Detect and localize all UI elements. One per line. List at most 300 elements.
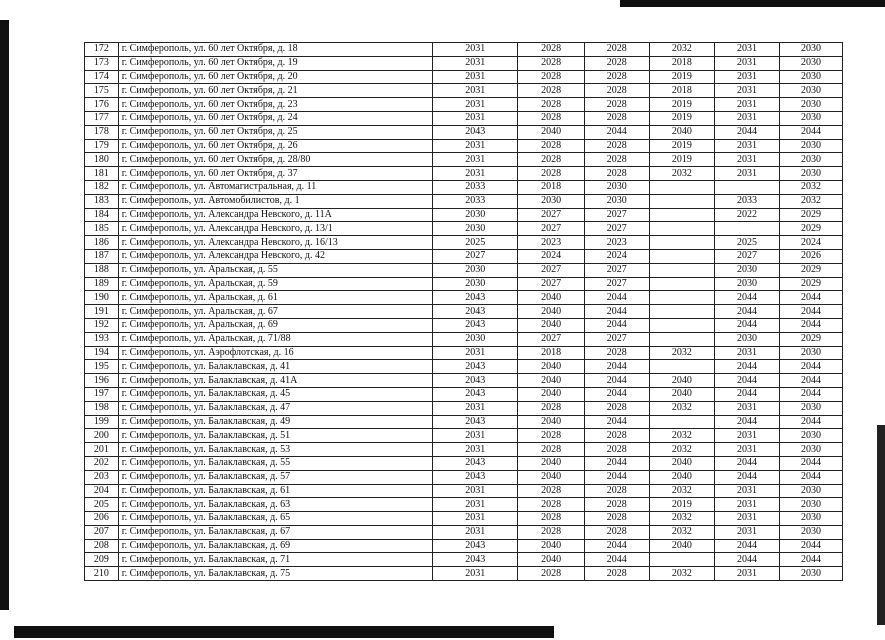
row-number-cell: 180 [85,153,119,167]
table-row [85,539,843,553]
year-col-1-cell: 2043 [433,456,518,470]
address-cell: г. Симферополь, ул. Балаклавская, д. 49 [118,415,432,429]
year-col-6-cell: 2030 [780,84,843,98]
year-col-5-cell: 2031 [714,525,779,539]
year-col-6-cell: 2030 [780,443,843,457]
year-col-3-cell: 2028 [584,167,649,181]
address-cell: г. Симферополь, ул. Александра Невского, д. 11А [118,208,432,222]
year-col-1-cell: 2033 [433,180,518,194]
row-number-cell: 204 [85,484,119,498]
row-number-cell: 189 [85,277,119,291]
year-col-3-cell: 2023 [584,236,649,250]
address-cell: г. Симферополь, ул. 60 лет Октября, д. 19 [118,56,432,70]
year-col-6-cell: 2026 [780,249,843,263]
year-col-2-cell: 2040 [518,387,584,401]
table-row [85,236,843,250]
row-number-cell: 185 [85,222,119,236]
row-number-cell: 197 [85,387,119,401]
year-col-2-cell: 2030 [518,194,584,208]
year-col-1-cell: 2031 [433,401,518,415]
year-col-1-cell: 2043 [433,387,518,401]
year-col-2-cell: 2028 [518,167,584,181]
table-row [85,277,843,291]
address-cell: г. Симферополь, ул. Автомобилистов, д. 1 [118,194,432,208]
year-col-1-cell: 2031 [433,153,518,167]
year-col-1-cell: 2030 [433,277,518,291]
year-col-6-cell: 2044 [780,387,843,401]
year-col-4-cell: 2032 [649,525,714,539]
year-col-5-cell [714,222,779,236]
year-col-2-cell: 2028 [518,43,584,57]
row-number-cell: 203 [85,470,119,484]
year-col-6-cell: 2032 [780,194,843,208]
year-col-1-cell: 2025 [433,236,518,250]
year-col-1-cell: 2031 [433,43,518,57]
row-number-cell: 175 [85,84,119,98]
year-col-3-cell: 2027 [584,332,649,346]
row-number-cell: 188 [85,263,119,277]
address-cell: г. Симферополь, ул. Аэрофлотская, д. 16 [118,346,432,360]
address-cell: г. Симферополь, ул. Балаклавская, д. 41 [118,360,432,374]
address-cell: г. Симферополь, ул. Балаклавская, д. 41А [118,374,432,388]
row-number-cell: 172 [85,43,119,57]
year-col-5-cell: 2031 [714,70,779,84]
year-col-2-cell: 2028 [518,429,584,443]
row-number-cell: 196 [85,374,119,388]
year-col-4-cell: 2040 [649,470,714,484]
year-col-5-cell: 2027 [714,249,779,263]
year-col-5-cell: 2044 [714,318,779,332]
row-number-cell: 174 [85,70,119,84]
year-col-4-cell [649,332,714,346]
table-row [85,167,843,181]
year-col-4-cell [649,305,714,319]
year-col-1-cell: 2033 [433,194,518,208]
table-body [85,43,843,581]
year-col-2-cell: 2028 [518,484,584,498]
year-col-3-cell: 2044 [584,305,649,319]
year-col-6-cell: 2044 [780,415,843,429]
row-number-cell: 192 [85,318,119,332]
year-col-2-cell: 2028 [518,70,584,84]
table-row [85,429,843,443]
year-col-5-cell: 2031 [714,56,779,70]
year-col-6-cell: 2030 [780,567,843,581]
row-number-cell: 205 [85,498,119,512]
address-cell: г. Симферополь, ул. Аральская, д. 67 [118,305,432,319]
year-col-4-cell: 2032 [649,43,714,57]
year-col-5-cell: 2031 [714,498,779,512]
year-col-4-cell: 2019 [649,139,714,153]
year-col-1-cell: 2031 [433,346,518,360]
year-col-3-cell: 2028 [584,111,649,125]
year-col-4-cell [649,360,714,374]
table-row [85,512,843,526]
row-number-cell: 206 [85,512,119,526]
table-row [85,305,843,319]
year-col-1-cell: 2043 [433,470,518,484]
year-col-2-cell: 2028 [518,401,584,415]
year-col-3-cell: 2030 [584,180,649,194]
year-col-1-cell: 2031 [433,98,518,112]
year-col-6-cell: 2029 [780,263,843,277]
table-row [85,374,843,388]
year-col-1-cell: 2031 [433,139,518,153]
address-cell: г. Симферополь, ул. Балаклавская, д. 65 [118,512,432,526]
address-cell: г. Симферополь, ул. Автомагистральная, д. 11 [118,180,432,194]
year-col-1-cell: 2031 [433,484,518,498]
year-col-4-cell: 2032 [649,401,714,415]
year-col-4-cell: 2040 [649,374,714,388]
year-col-2-cell: 2040 [518,360,584,374]
row-number-cell: 201 [85,443,119,457]
year-col-6-cell: 2030 [780,153,843,167]
year-col-2-cell: 2040 [518,415,584,429]
address-cell: г. Симферополь, ул. 60 лет Октября, д. 23 [118,98,432,112]
year-col-5-cell: 2022 [714,208,779,222]
year-col-5-cell: 2044 [714,553,779,567]
address-cell: г. Симферополь, ул. Балаклавская, д. 63 [118,498,432,512]
year-col-2-cell: 2018 [518,180,584,194]
year-col-2-cell: 2040 [518,539,584,553]
year-col-3-cell: 2028 [584,98,649,112]
row-number-cell: 178 [85,125,119,139]
address-cell: г. Симферополь, ул. 60 лет Октября, д. 28/80 [118,153,432,167]
table-row [85,360,843,374]
year-col-6-cell: 2030 [780,429,843,443]
year-col-1-cell: 2030 [433,222,518,236]
scan-edge-right [877,425,885,625]
year-col-2-cell: 2028 [518,56,584,70]
year-col-5-cell: 2033 [714,194,779,208]
year-col-1-cell: 2031 [433,512,518,526]
year-col-3-cell: 2044 [584,539,649,553]
year-col-4-cell: 2040 [649,125,714,139]
year-col-4-cell: 2032 [649,443,714,457]
table-row [85,263,843,277]
year-col-1-cell: 2043 [433,360,518,374]
year-col-3-cell: 2044 [584,415,649,429]
year-col-1-cell: 2031 [433,70,518,84]
year-col-2-cell: 2040 [518,318,584,332]
year-col-3-cell: 2044 [584,387,649,401]
year-col-6-cell: 2030 [780,70,843,84]
address-cell: г. Симферополь, ул. Балаклавская, д. 57 [118,470,432,484]
row-number-cell: 177 [85,111,119,125]
year-col-6-cell: 2044 [780,456,843,470]
year-col-3-cell: 2044 [584,374,649,388]
table-row [85,498,843,512]
address-cell: г. Симферополь, ул. Балаклавская, д. 55 [118,456,432,470]
address-cell: г. Симферополь, ул. 60 лет Октября, д. 20 [118,70,432,84]
year-col-3-cell: 2028 [584,512,649,526]
row-number-cell: 208 [85,539,119,553]
year-col-1-cell: 2027 [433,249,518,263]
year-col-1-cell: 2043 [433,291,518,305]
year-col-5-cell: 2031 [714,167,779,181]
year-col-4-cell [649,222,714,236]
table-row [85,401,843,415]
year-col-5-cell: 2031 [714,443,779,457]
year-col-5-cell: 2031 [714,567,779,581]
year-col-3-cell: 2028 [584,401,649,415]
year-col-4-cell [649,263,714,277]
year-col-2-cell: 2027 [518,263,584,277]
repair-schedule-table [84,42,843,581]
year-col-5-cell: 2031 [714,43,779,57]
year-col-2-cell: 2023 [518,236,584,250]
year-col-5-cell: 2030 [714,332,779,346]
year-col-6-cell: 2030 [780,346,843,360]
year-col-3-cell: 2028 [584,443,649,457]
year-col-6-cell: 2044 [780,374,843,388]
year-col-1-cell: 2031 [433,84,518,98]
table-row [85,553,843,567]
address-cell: г. Симферополь, ул. Аральская, д. 61 [118,291,432,305]
year-col-6-cell: 2024 [780,236,843,250]
year-col-5-cell: 2044 [714,456,779,470]
year-col-6-cell: 2029 [780,208,843,222]
table-row [85,111,843,125]
year-col-6-cell: 2044 [780,539,843,553]
year-col-5-cell: 2031 [714,346,779,360]
year-col-4-cell: 2040 [649,539,714,553]
year-col-5-cell: 2031 [714,111,779,125]
table-row [85,525,843,539]
address-cell: г. Симферополь, ул. Аральская, д. 59 [118,277,432,291]
year-col-5-cell: 2044 [714,305,779,319]
address-cell: г. Симферополь, ул. 60 лет Октября, д. 25 [118,125,432,139]
year-col-3-cell: 2028 [584,525,649,539]
year-col-4-cell [649,415,714,429]
address-cell: г. Симферополь, ул. 60 лет Октября, д. 26 [118,139,432,153]
row-number-cell: 193 [85,332,119,346]
year-col-2-cell: 2027 [518,277,584,291]
year-col-3-cell: 2028 [584,70,649,84]
year-col-2-cell: 2040 [518,291,584,305]
year-col-4-cell: 2040 [649,456,714,470]
year-col-2-cell: 2040 [518,456,584,470]
year-col-2-cell: 2040 [518,553,584,567]
year-col-2-cell: 2028 [518,525,584,539]
year-col-6-cell: 2044 [780,470,843,484]
year-col-2-cell: 2028 [518,153,584,167]
table-row [85,249,843,263]
year-col-3-cell: 2044 [584,360,649,374]
row-number-cell: 194 [85,346,119,360]
year-col-6-cell: 2029 [780,222,843,236]
year-col-6-cell: 2030 [780,484,843,498]
year-col-4-cell [649,553,714,567]
year-col-5-cell: 2031 [714,512,779,526]
address-cell: г. Симферополь, ул. Александра Невского, д. 42 [118,249,432,263]
scan-edge-left [0,20,9,610]
row-number-cell: 181 [85,167,119,181]
row-number-cell: 199 [85,415,119,429]
table-row [85,291,843,305]
year-col-1-cell: 2030 [433,332,518,346]
year-col-5-cell [714,180,779,194]
year-col-5-cell: 2044 [714,360,779,374]
year-col-5-cell: 2025 [714,236,779,250]
year-col-1-cell: 2031 [433,498,518,512]
year-col-4-cell: 2019 [649,70,714,84]
year-col-1-cell: 2031 [433,429,518,443]
year-col-6-cell: 2030 [780,401,843,415]
table-row [85,484,843,498]
year-col-3-cell: 2028 [584,43,649,57]
year-col-2-cell: 2040 [518,374,584,388]
year-col-4-cell [649,318,714,332]
table-row [85,387,843,401]
year-col-1-cell: 2031 [433,56,518,70]
year-col-4-cell [649,249,714,263]
year-col-5-cell: 2044 [714,374,779,388]
year-col-4-cell [649,208,714,222]
year-col-4-cell: 2019 [649,153,714,167]
year-col-3-cell: 2044 [584,318,649,332]
year-col-4-cell: 2032 [649,167,714,181]
year-col-4-cell: 2019 [649,111,714,125]
address-cell: г. Симферополь, ул. Александра Невского, д. 16/13 [118,236,432,250]
year-col-6-cell: 2044 [780,291,843,305]
year-col-4-cell: 2032 [649,567,714,581]
year-col-3-cell: 2028 [584,484,649,498]
address-cell: г. Симферополь, ул. Балаклавская, д. 67 [118,525,432,539]
year-col-4-cell [649,180,714,194]
year-col-1-cell: 2043 [433,305,518,319]
year-col-3-cell: 2028 [584,567,649,581]
year-col-3-cell: 2028 [584,429,649,443]
year-col-6-cell: 2030 [780,111,843,125]
year-col-4-cell [649,194,714,208]
year-col-1-cell: 2031 [433,525,518,539]
year-col-2-cell: 2028 [518,139,584,153]
year-col-6-cell: 2030 [780,167,843,181]
year-col-2-cell: 2028 [518,443,584,457]
year-col-4-cell: 2040 [649,387,714,401]
year-col-1-cell: 2043 [433,553,518,567]
year-col-3-cell: 2027 [584,263,649,277]
year-col-1-cell: 2031 [433,111,518,125]
scan-edge-bottom [14,626,554,638]
year-col-2-cell: 2028 [518,512,584,526]
table-row [85,56,843,70]
address-cell: г. Симферополь, ул. Балаклавская, д. 53 [118,443,432,457]
year-col-4-cell [649,236,714,250]
year-col-5-cell: 2030 [714,263,779,277]
year-col-1-cell: 2043 [433,415,518,429]
year-col-3-cell: 2028 [584,153,649,167]
year-col-2-cell: 2028 [518,98,584,112]
address-cell: г. Симферополь, ул. 60 лет Октября, д. 18 [118,43,432,57]
year-col-1-cell: 2043 [433,125,518,139]
table-row [85,153,843,167]
year-col-6-cell: 2044 [780,318,843,332]
year-col-5-cell: 2044 [714,125,779,139]
row-number-cell: 200 [85,429,119,443]
address-cell: г. Симферополь, ул. Балаклавская, д. 69 [118,539,432,553]
year-col-4-cell: 2019 [649,98,714,112]
year-col-5-cell: 2031 [714,429,779,443]
year-col-6-cell: 2029 [780,332,843,346]
row-number-cell: 191 [85,305,119,319]
year-col-1-cell: 2031 [433,443,518,457]
year-col-6-cell: 2030 [780,498,843,512]
year-col-1-cell: 2031 [433,167,518,181]
address-cell: г. Симферополь, ул. Аральская, д. 55 [118,263,432,277]
year-col-5-cell: 2031 [714,98,779,112]
year-col-6-cell: 2030 [780,56,843,70]
row-number-cell: 182 [85,180,119,194]
row-number-cell: 198 [85,401,119,415]
year-col-4-cell: 2018 [649,84,714,98]
year-col-4-cell [649,277,714,291]
address-cell: г. Симферополь, ул. Балаклавская, д. 51 [118,429,432,443]
year-col-4-cell [649,291,714,305]
year-col-3-cell: 2030 [584,194,649,208]
year-col-6-cell: 2044 [780,125,843,139]
year-col-5-cell: 2044 [714,470,779,484]
year-col-2-cell: 2028 [518,84,584,98]
scan-edge-top [620,0,885,7]
address-cell: г. Симферополь, ул. Александра Невского, д. 13/1 [118,222,432,236]
address-cell: г. Симферополь, ул. Балаклавская, д. 71 [118,553,432,567]
year-col-6-cell: 2030 [780,512,843,526]
table-row [85,139,843,153]
row-number-cell: 186 [85,236,119,250]
table-row [85,470,843,484]
year-col-2-cell: 2040 [518,125,584,139]
year-col-3-cell: 2027 [584,208,649,222]
year-col-4-cell: 2019 [649,498,714,512]
year-col-1-cell: 2043 [433,374,518,388]
document-table-container [84,42,843,581]
year-col-3-cell: 2027 [584,277,649,291]
year-col-2-cell: 2027 [518,222,584,236]
year-col-6-cell: 2030 [780,525,843,539]
row-number-cell: 202 [85,456,119,470]
table-row [85,70,843,84]
table-row [85,415,843,429]
year-col-4-cell: 2032 [649,512,714,526]
row-number-cell: 195 [85,360,119,374]
row-number-cell: 190 [85,291,119,305]
year-col-5-cell: 2031 [714,401,779,415]
table-row [85,318,843,332]
year-col-4-cell: 2032 [649,346,714,360]
address-cell: г. Симферополь, ул. 60 лет Октября, д. 37 [118,167,432,181]
table-row [85,456,843,470]
address-cell: г. Симферополь, ул. Балаклавская, д. 45 [118,387,432,401]
year-col-6-cell: 2032 [780,180,843,194]
address-cell: г. Симферополь, ул. Балаклавская, д. 75 [118,567,432,581]
table-row [85,84,843,98]
year-col-3-cell: 2044 [584,553,649,567]
table-row [85,194,843,208]
table-row [85,222,843,236]
year-col-1-cell: 2043 [433,318,518,332]
year-col-3-cell: 2028 [584,346,649,360]
table-row [85,98,843,112]
table-row [85,125,843,139]
year-col-5-cell: 2030 [714,277,779,291]
row-number-cell: 187 [85,249,119,263]
row-number-cell: 183 [85,194,119,208]
year-col-3-cell: 2044 [584,291,649,305]
table-row [85,43,843,57]
table-row [85,180,843,194]
